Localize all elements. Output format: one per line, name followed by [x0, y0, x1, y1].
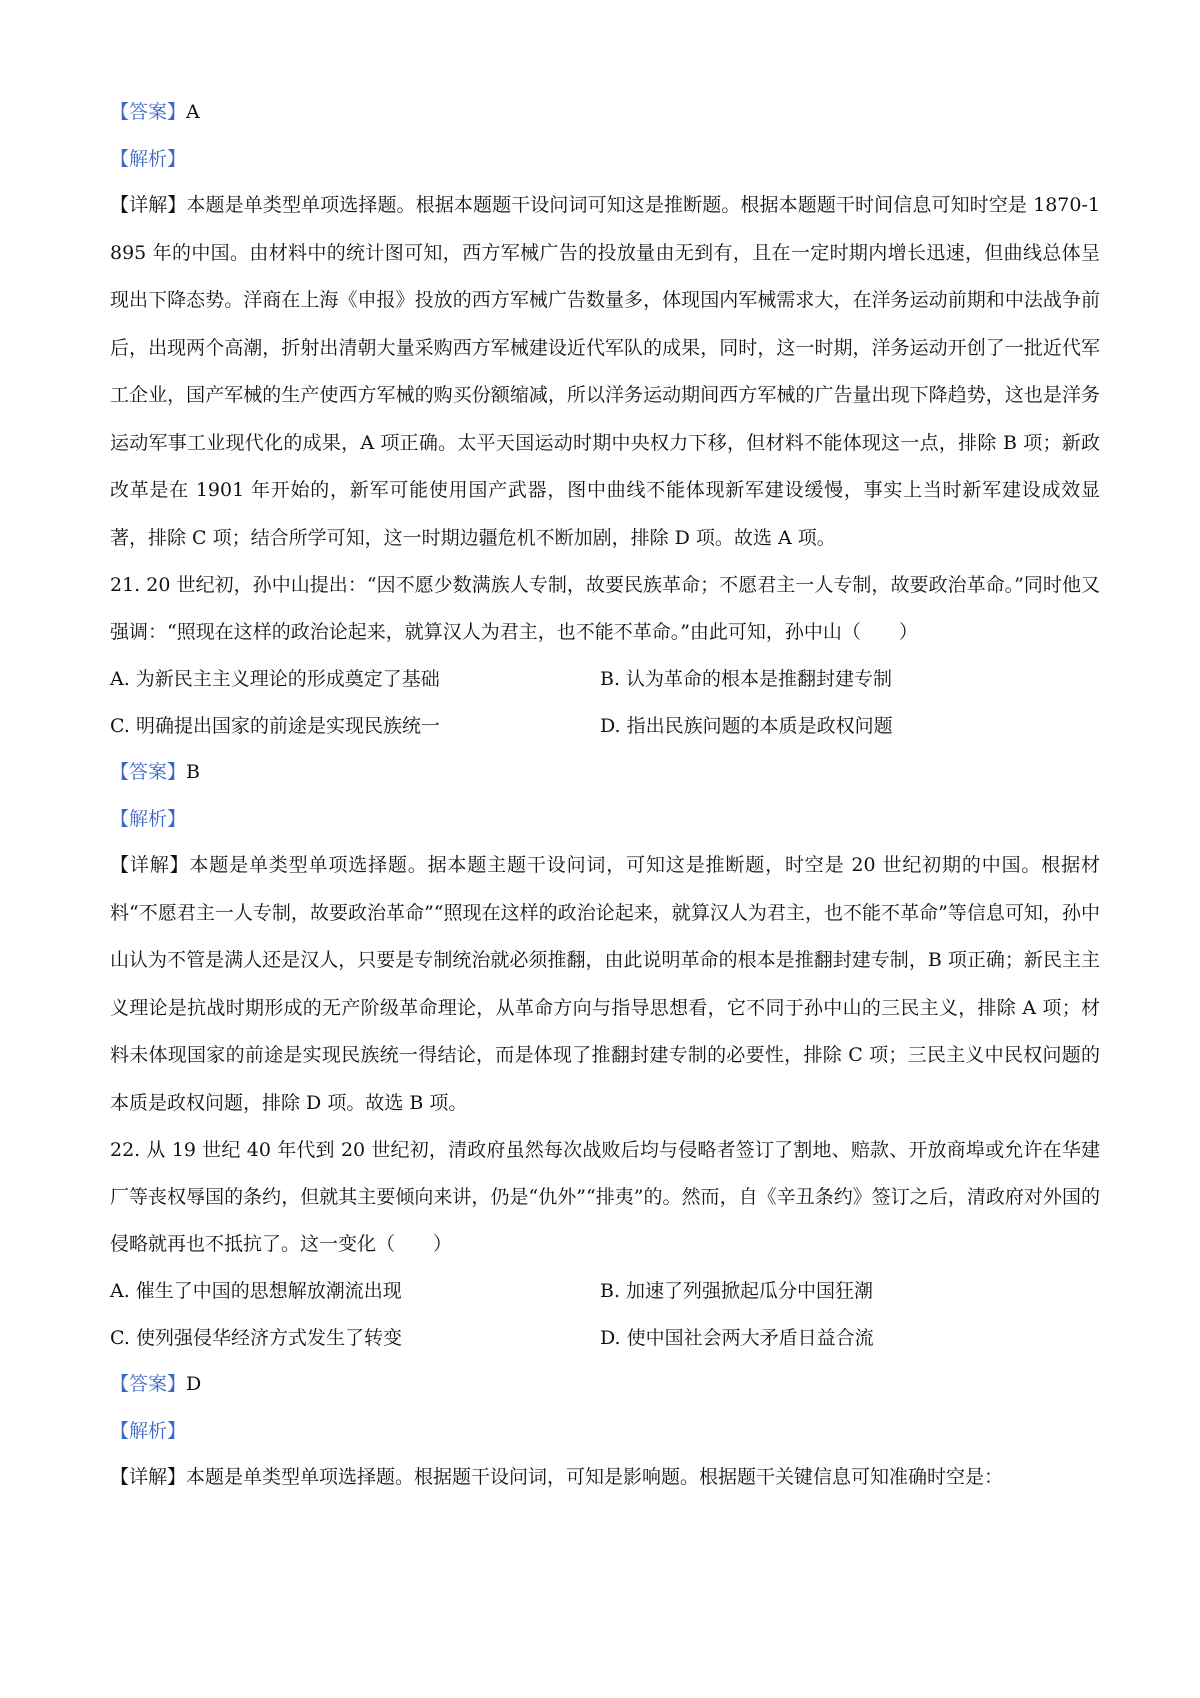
answer-label: 【答案】 [110, 761, 187, 783]
option-d: D. 使中国社会两大矛盾日益合流 [600, 1327, 874, 1349]
detail-paragraph-q22 [110, 1454, 1100, 1502]
detail-label: 【详解】 [110, 854, 190, 876]
answer-label: 【答案】 [110, 1373, 187, 1395]
detail-text: 本题是单类型单项选择题。根据本题题干设问词可知这是推断题。根据本题题干时间信息可知时空是 1870-1895 年的中国。由材料中的统计图可知，西方军械广告的投放量由无到有，且在一定时期内增长迅速，但曲线总体呈现出下降态势。洋商在上海《申报》投放的西方军械广告数量多，体现国内军械需求大，在洋务运动前期和中法战争前后，出现两个高潮，折射出清朝大量采购西方军械建设近代军队的成果，同时，这一时期，洋务运动开创了一批近代军工企业，国产军械的生产使西方军械的购买份额缩减，所以洋务运动期间西方军械的广告量出现下降趋势，这也是洋务运动军事工业现代化的成果，A 项正确。太平天国运动时期中央权力下移，但材料不能体现这一点，排除 B 项；新政改革是在 1901 年开始的，新军可能使用国产武器，图中曲线不能体现新军建设缓慢，事实上当时新军建设成效显著，排除 C 项；结合所学可知，这一时期边疆危机不断加剧，排除 D 项。故选 A 项。 [110, 194, 1100, 549]
answer-line-q20 [110, 96, 1100, 128]
option-c: C. 使列强侵华经济方式发生了转变 [110, 1327, 402, 1349]
analysis-label: 【解析】 [110, 808, 187, 830]
analysis-label: 【解析】 [110, 148, 187, 170]
detail-label: 【详解】 [110, 1466, 187, 1488]
analysis-label-q20 [110, 143, 1100, 175]
detail-text: 本题是单类型单项选择题。根据题干设问词，可知是影响题。根据题干关键信息可知准确时空是： [186, 1466, 1004, 1488]
analysis-label-q21 [110, 803, 1100, 835]
answer-value: A [186, 101, 200, 123]
analysis-label-q22 [110, 1415, 1100, 1447]
answer-line-q22 [110, 1368, 1100, 1400]
option-b: B. 认为革命的根本是推翻封建专制 [600, 668, 893, 690]
analysis-label: 【解析】 [110, 1420, 187, 1442]
option-a: A. 催生了中国的思想解放潮流出现 [110, 1280, 402, 1302]
detail-paragraph-q21 [110, 842, 1100, 1127]
option-d: D. 指出民族问题的本质是政权问题 [600, 715, 893, 737]
question-22-options [110, 1268, 1100, 1362]
question-21-stem: 21. 20 世纪初，孙中山提出：“因不愿少数满族人专制，故要民族革命；不愿君主一人专制，故要政治革命。”同时他又强调：“照现在这样的政治论起来，就算汉人为君主，也不能不革命。”由此可知，孙中山（ ） [110, 574, 1100, 643]
detail-text: 本题是单类型单项选择题。据本题主题干设问词，可知这是推断题，时空是 20 世纪初期的中国。根据材料“不愿君主一人专制，故要政治革命”“照现在这样的政治论起来，就算汉人为君主，也不能不革命”等信息可知，孙中山认为不管是满人还是汉人，只要是专制统治就必须推翻，由此说明革命的根本是推翻封建专制，B 项正确；新民主主义理论是抗战时期形成的无产阶级革命理论，从革命方向与指导思想看，它不同于孙中山的三民主义，排除 A 项；材料未体现国家的前途是实现民族统一得结论，而是体现了推翻封建专制的必要性，排除 C 项；三民主义中民权问题的本质是政权问题，排除 D 项。故选 B 项。 [110, 854, 1100, 1114]
question-22-stem: 22. 从 19 世纪 40 年代到 20 世纪初，清政府虽然每次战败后均与侵略者签订了割地、赔款、开放商埠或允许在华建厂等丧权辱国的条约，但就其主要倾向来讲，仍是“仇外”“排夷”的。然而，自《辛丑条约》签订之后，清政府对外国的侵略就再也不抵抗了。这一变化（ ） [110, 1139, 1100, 1255]
question-21-options [110, 656, 1100, 750]
answer-line-q21 [110, 756, 1100, 788]
answer-value: B [186, 761, 200, 783]
detail-label: 【详解】 [110, 194, 187, 216]
option-a: A. 为新民主主义理论的形成奠定了基础 [110, 668, 440, 690]
answer-label: 【答案】 [110, 101, 187, 123]
option-b: B. 加速了列强掀起瓜分中国狂潮 [600, 1280, 874, 1302]
detail-paragraph-q20 [110, 182, 1100, 562]
answer-value: D [186, 1373, 202, 1395]
option-c: C. 明确提出国家的前途是实现民族统一 [110, 715, 440, 737]
